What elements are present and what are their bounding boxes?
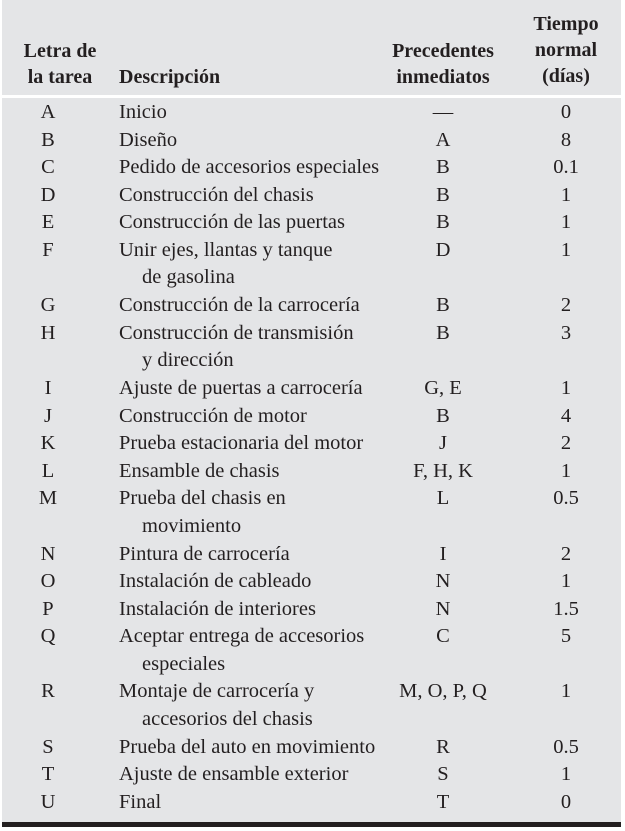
table-row <box>0 430 625 458</box>
task-normal-time: 0.1 <box>553 156 579 179</box>
task-description-line: Montaje de carrocería y <box>119 680 315 703</box>
task-description <box>119 237 419 292</box>
task-description <box>119 623 419 678</box>
table-row <box>0 568 625 596</box>
task-normal-time: 2 <box>560 542 572 565</box>
table-row <box>0 209 625 237</box>
task-normal-time: 2 <box>560 294 572 317</box>
task-description-line: Construcción de transmisión <box>119 321 354 344</box>
task-predecessors: D <box>435 238 451 261</box>
task-predecessors: L <box>436 487 450 510</box>
task-letter: A <box>40 101 56 123</box>
task-letter: F <box>42 238 54 261</box>
table-row <box>0 99 625 127</box>
task-description-line: especiales <box>142 652 226 675</box>
table-row <box>0 734 625 762</box>
task-letter: Q <box>40 625 56 648</box>
task-description <box>119 99 419 127</box>
task-predecessors: N <box>435 570 451 593</box>
task-predecessors: F, H, K <box>413 459 473 482</box>
task-predecessors: I <box>439 542 447 565</box>
task-description <box>119 541 419 569</box>
task-predecessors: A <box>435 128 451 151</box>
table-row <box>0 458 625 486</box>
task-normal-time: 1 <box>560 183 572 206</box>
task-predecessors: B <box>436 404 450 427</box>
task-description <box>119 375 419 403</box>
task-predecessors: R <box>436 735 450 758</box>
table-row <box>0 237 625 292</box>
table-row <box>0 485 625 540</box>
table-row <box>0 127 625 155</box>
task-normal-time: 4 <box>560 404 572 427</box>
table-row <box>0 292 625 320</box>
task-description <box>119 485 419 540</box>
task-normal-time: 1 <box>560 763 572 786</box>
task-description <box>119 458 419 486</box>
task-description-line: Ensamble de chasis <box>119 459 280 482</box>
task-letter: I <box>44 376 52 399</box>
task-description-line: accesorios del chasis <box>142 707 313 730</box>
task-description-line: Unir ejes, llantas y tanque <box>119 238 333 261</box>
task-description-line: Pedido de accesorios especiales <box>119 156 380 179</box>
header-description: Descripción <box>119 66 221 88</box>
task-predecessors: C <box>436 625 450 648</box>
task-normal-time: 2 <box>560 432 572 455</box>
task-description-line: Prueba estacionaria del motor <box>119 432 364 455</box>
task-description <box>119 403 419 431</box>
table-bottom-rule <box>2 822 621 827</box>
task-description <box>119 734 419 762</box>
task-description <box>119 209 419 237</box>
task-letter: G <box>40 294 56 317</box>
header-divider <box>2 95 621 98</box>
task-normal-time: 8 <box>560 128 572 151</box>
header-task-letter: Letra de la tarea <box>23 40 97 88</box>
task-description-line: Construcción de motor <box>119 404 307 427</box>
task-letter: R <box>41 680 55 703</box>
task-letter: B <box>41 128 55 151</box>
task-normal-time: 0.5 <box>553 487 579 510</box>
task-description-line: Instalación de interiores <box>119 597 316 620</box>
task-description-line: de gasolina <box>142 266 235 289</box>
table-row <box>0 182 625 210</box>
task-normal-time: 1 <box>560 376 572 399</box>
task-description <box>119 320 419 375</box>
task-letter: P <box>42 597 54 620</box>
task-letter: E <box>41 211 55 234</box>
task-description-line: Diseño <box>119 128 178 151</box>
task-predecessors: J <box>439 432 447 455</box>
task-predecessors: B <box>436 183 450 206</box>
task-letter: J <box>44 404 52 427</box>
task-letter: L <box>41 459 55 482</box>
task-description-line: Ajuste de puertas a carrocería <box>119 376 363 399</box>
task-predecessors: — <box>432 101 454 123</box>
task-description <box>119 182 419 210</box>
task-description-line: Ajuste de ensamble exterior <box>119 763 349 786</box>
task-predecessors: B <box>436 294 450 317</box>
table-row <box>0 154 625 182</box>
task-normal-time: 1 <box>560 680 572 703</box>
task-description <box>119 127 419 155</box>
task-predecessors: N <box>435 597 451 620</box>
task-letter: O <box>40 570 56 593</box>
task-letter: K <box>40 432 56 455</box>
task-description-line: Pintura de carrocería <box>119 542 290 565</box>
table-row <box>0 541 625 569</box>
task-normal-time: 1.5 <box>553 597 579 620</box>
table-row <box>0 678 625 733</box>
table-row <box>0 375 625 403</box>
task-letter: S <box>42 735 54 758</box>
task-normal-time: 1 <box>560 238 572 261</box>
task-description-line: Instalación de cableado <box>119 570 312 593</box>
task-predecessors: G, E <box>424 376 462 399</box>
table-row <box>0 623 625 678</box>
task-description-line: Inicio <box>119 101 167 123</box>
task-description <box>119 292 419 320</box>
task-normal-time: 0 <box>560 790 572 813</box>
table-row <box>0 761 625 789</box>
task-normal-time: 1 <box>560 570 572 593</box>
task-normal-time: 1 <box>560 459 572 482</box>
task-description <box>119 789 419 817</box>
header-normal-time: Tiempo normal (días) <box>533 13 599 87</box>
task-letter: C <box>41 156 55 179</box>
task-description-line: y dirección <box>142 349 234 372</box>
task-description <box>119 568 419 596</box>
task-predecessors: M, O, P, Q <box>399 680 487 703</box>
task-predecessors: S <box>437 763 449 786</box>
task-description <box>119 761 419 789</box>
table-row <box>0 789 625 817</box>
task-description <box>119 430 419 458</box>
task-description-line: Aceptar entrega de accesorios <box>119 625 365 648</box>
task-description <box>119 154 419 182</box>
task-letter: T <box>41 763 55 786</box>
task-description-line: Prueba del auto en movimiento <box>119 735 376 758</box>
task-description-line: Construcción de las puertas <box>119 211 346 234</box>
task-predecessors: B <box>436 156 450 179</box>
task-letter: M <box>38 487 58 510</box>
task-predecessors: B <box>436 211 450 234</box>
task-predecessors: B <box>436 321 450 344</box>
table-row <box>0 320 625 375</box>
task-normal-time: 1 <box>560 211 572 234</box>
task-description-line: Construcción del chasis <box>119 183 314 206</box>
task-letter: D <box>40 183 56 206</box>
task-description-line: Prueba del chasis en <box>119 487 286 510</box>
task-normal-time: 0 <box>560 101 572 123</box>
task-normal-time: 0.5 <box>553 735 579 758</box>
task-description <box>119 678 419 733</box>
task-description-line: Construcción de la carrocería <box>119 294 360 317</box>
task-letter: U <box>40 790 56 813</box>
task-description-line: Final <box>119 790 162 813</box>
task-normal-time: 5 <box>560 625 572 648</box>
task-description-line: movimiento <box>142 514 242 537</box>
task-letter: N <box>40 542 56 565</box>
task-normal-time: 3 <box>560 321 572 344</box>
table-row <box>0 403 625 431</box>
header-predecessors: Precedentes inmediatos <box>392 40 494 88</box>
task-predecessors: T <box>436 790 450 813</box>
task-letter: H <box>40 321 56 344</box>
table-row <box>0 596 625 624</box>
task-description <box>119 596 419 624</box>
task-table-body <box>0 99 625 816</box>
